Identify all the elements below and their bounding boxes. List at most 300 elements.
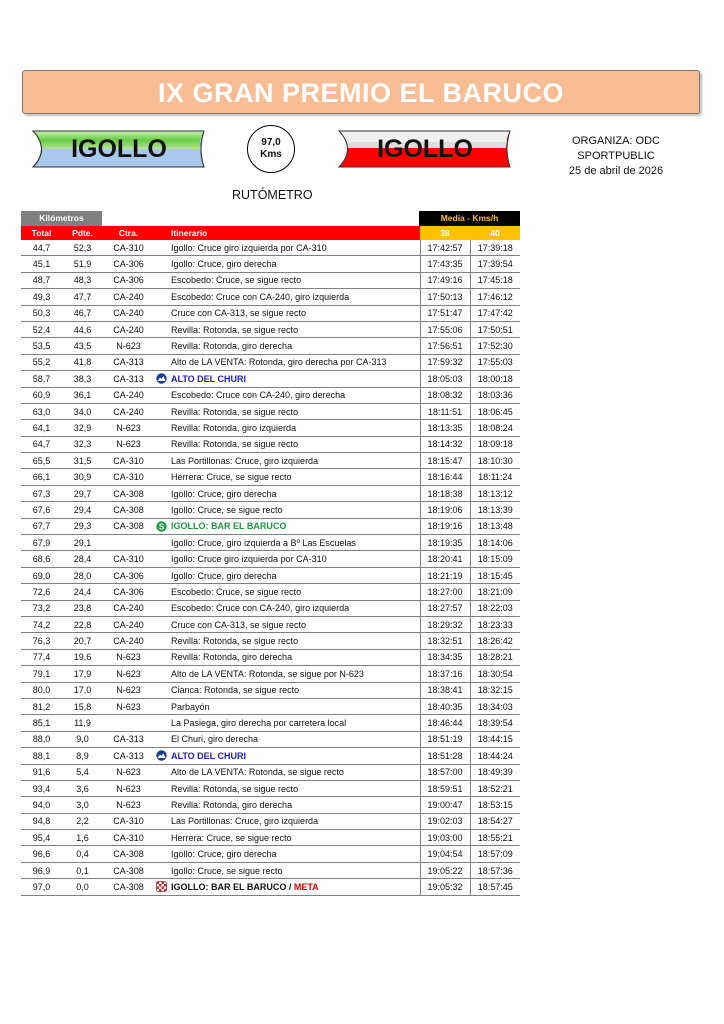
point-icon xyxy=(154,354,169,370)
itinerary xyxy=(169,666,420,682)
time-38: 18:57:00 xyxy=(420,764,470,780)
col-ctra: Ctra. xyxy=(103,226,154,240)
pending-km: 24,4 xyxy=(62,584,103,600)
table-row xyxy=(21,764,520,780)
itinerary xyxy=(169,797,420,813)
itinerary-text: Igollo: Cruce, se sigue recto xyxy=(171,504,283,515)
road: CA-313 xyxy=(103,748,154,764)
mountain-climb-icon xyxy=(156,750,167,761)
itinerary-text: Alto de LA VENTA: Rotonda, se sigue recto xyxy=(171,767,344,778)
point-icon xyxy=(154,813,169,829)
table-row xyxy=(21,371,520,387)
time-40: 17:47:42 xyxy=(470,305,520,321)
time-38: 18:51:28 xyxy=(420,748,470,764)
point-icon xyxy=(154,403,169,419)
itinerary-text: Herrera: Cruce, se sigue recto xyxy=(171,472,292,483)
road: CA-240 xyxy=(103,305,154,321)
road: N-623 xyxy=(103,682,154,698)
pending-km: 3,0 xyxy=(62,797,103,813)
table-row xyxy=(21,846,520,862)
point-icon xyxy=(154,682,169,698)
itinerary xyxy=(169,748,420,764)
itinerary xyxy=(169,715,420,731)
table-row xyxy=(21,797,520,813)
total-km: 91,6 xyxy=(21,764,62,780)
itinerary-text: Revilla: Rotonda, se sigue recto xyxy=(171,439,299,450)
total-km: 72,6 xyxy=(21,584,62,600)
pending-km: 48,3 xyxy=(62,272,103,288)
total-km: 45,1 xyxy=(21,256,62,272)
road: N-623 xyxy=(103,420,154,436)
point-icon xyxy=(154,518,169,534)
road: CA-308 xyxy=(103,502,154,518)
race-title-banner: IX GRAN PREMIO EL BARUCO xyxy=(22,70,700,114)
itinerary xyxy=(169,780,420,796)
itinerary xyxy=(169,649,420,665)
itinerary-text: Revilla: Rotonda, giro derecha xyxy=(171,799,293,810)
time-40: 18:11:24 xyxy=(470,469,520,485)
itinerary xyxy=(169,567,420,583)
time-38: 18:11:51 xyxy=(420,403,470,419)
point-icon xyxy=(154,321,169,337)
total-km: 66,1 xyxy=(21,469,62,485)
time-40: 18:54:27 xyxy=(470,813,520,829)
table-row xyxy=(21,354,520,370)
total-km: 80,0 xyxy=(21,682,62,698)
table-row xyxy=(21,682,520,698)
table-row xyxy=(21,321,520,337)
pending-km: 30,9 xyxy=(62,469,103,485)
time-38: 17:42:57 xyxy=(420,240,470,256)
table-row xyxy=(21,551,520,567)
itinerary-text: ALTO DEL CHURI xyxy=(171,373,247,384)
svg-text:S: S xyxy=(158,522,165,532)
table-row xyxy=(21,453,520,469)
road: CA-313 xyxy=(103,354,154,370)
point-icon xyxy=(154,862,169,878)
table-row xyxy=(21,485,520,501)
time-40: 18:44:24 xyxy=(470,748,520,764)
total-km: 65,5 xyxy=(21,453,62,469)
table-row xyxy=(21,240,520,256)
itinerary-text: Escobedo: Cruce con CA-240, giro izquierda xyxy=(171,603,350,614)
table-row xyxy=(21,715,520,731)
total-km: 81,2 xyxy=(21,698,62,714)
itinerary-text: Escobedo: Cruce, se sigue recto xyxy=(171,586,302,597)
time-40: 18:13:48 xyxy=(470,518,520,534)
time-40: 18:39:54 xyxy=(470,715,520,731)
itinerary xyxy=(169,731,420,747)
table-row xyxy=(21,518,520,534)
pending-km: 23,8 xyxy=(62,600,103,616)
col-speed-38: 38 xyxy=(420,226,470,240)
time-40: 18:10:30 xyxy=(470,453,520,469)
time-38: 18:15:47 xyxy=(420,453,470,469)
road: CA-313 xyxy=(103,731,154,747)
pending-km: 19,6 xyxy=(62,649,103,665)
pending-km: 17,0 xyxy=(62,682,103,698)
total-km: 67,7 xyxy=(21,518,62,534)
point-icon xyxy=(154,289,169,305)
itinerary xyxy=(169,387,420,403)
col-icon xyxy=(154,226,169,240)
point-icon xyxy=(154,616,169,632)
time-40: 18:55:21 xyxy=(470,830,520,846)
table-row xyxy=(21,403,520,419)
pending-km: 29,4 xyxy=(62,502,103,518)
time-38: 18:16:44 xyxy=(420,469,470,485)
race-date: 25 de abril de 2026 xyxy=(568,165,664,177)
time-40: 18:57:36 xyxy=(470,862,520,878)
time-40: 17:45:18 xyxy=(470,272,520,288)
itinerary xyxy=(169,551,420,567)
itinerary-text: Igollo: Cruce, giro derecha xyxy=(171,570,277,581)
time-40: 18:57:09 xyxy=(470,846,520,862)
itinerary-text: Alto de LA VENTA: Rotonda, se sigue por N-623 xyxy=(171,668,364,679)
time-40: 18:21:09 xyxy=(470,584,520,600)
time-40: 18:49:39 xyxy=(470,764,520,780)
pending-km: 34,0 xyxy=(62,403,103,419)
total-km: 53,5 xyxy=(21,338,62,354)
total-km: 68,6 xyxy=(21,551,62,567)
time-38: 18:46:44 xyxy=(420,715,470,731)
point-icon xyxy=(154,420,169,436)
itinerary-text: Igollo: Cruce, giro derecha xyxy=(171,488,277,499)
pending-km: 44,6 xyxy=(62,321,103,337)
point-icon xyxy=(154,748,169,764)
itinerary-text: Revilla: Rotonda, giro derecha xyxy=(171,652,293,663)
pending-km: 28,4 xyxy=(62,551,103,567)
time-38: 18:27:57 xyxy=(420,600,470,616)
time-40: 18:13:39 xyxy=(470,502,520,518)
road: CA-313 xyxy=(103,371,154,387)
pending-km: 11,9 xyxy=(62,715,103,731)
time-40: 17:52:30 xyxy=(470,338,520,354)
pending-km: 0,1 xyxy=(62,862,103,878)
table-row xyxy=(21,780,520,796)
road: CA-308 xyxy=(103,879,154,895)
road: CA-310 xyxy=(103,240,154,256)
total-km: 48,7 xyxy=(21,272,62,288)
time-38: 19:05:22 xyxy=(420,862,470,878)
point-icon xyxy=(154,780,169,796)
point-icon xyxy=(154,879,169,895)
pending-km: 5,4 xyxy=(62,764,103,780)
itinerary-text: Cruce con CA-313, se sigue recto xyxy=(171,308,307,319)
pending-km: 28,0 xyxy=(62,567,103,583)
pending-km: 29,1 xyxy=(62,535,103,551)
time-38: 18:29:32 xyxy=(420,616,470,632)
itinerary xyxy=(169,846,420,862)
point-icon xyxy=(154,633,169,649)
itinerary-text: Igollo: Cruce, se sigue recto xyxy=(171,865,283,876)
time-38: 19:00:47 xyxy=(420,797,470,813)
itinerary xyxy=(169,354,420,370)
time-40: 18:53:15 xyxy=(470,797,520,813)
mountain-climb-icon xyxy=(156,373,167,384)
finish-badge xyxy=(338,130,512,168)
road: CA-310 xyxy=(103,830,154,846)
time-38: 17:51:47 xyxy=(420,305,470,321)
time-38: 18:37:16 xyxy=(420,666,470,682)
itinerary xyxy=(169,453,420,469)
total-km: 67,6 xyxy=(21,502,62,518)
total-km: 60,9 xyxy=(21,387,62,403)
road: CA-308 xyxy=(103,846,154,862)
time-38: 18:20:41 xyxy=(420,551,470,567)
time-38: 18:40:35 xyxy=(420,698,470,714)
itinerary xyxy=(169,879,420,895)
total-km: 69,0 xyxy=(21,567,62,583)
itinerary-text: Las Portillonas: Cruce, giro izquierda xyxy=(171,455,319,466)
pending-km: 15,8 xyxy=(62,698,103,714)
road: N-623 xyxy=(103,666,154,682)
pending-km: 38,3 xyxy=(62,371,103,387)
table-header-row xyxy=(21,226,520,240)
itinerary xyxy=(169,321,420,337)
table-row xyxy=(21,600,520,616)
time-40: 18:00:18 xyxy=(470,371,520,387)
itinerary xyxy=(169,633,420,649)
start-badge xyxy=(32,130,206,168)
point-icon xyxy=(154,305,169,321)
pending-km: 1,6 xyxy=(62,830,103,846)
point-icon xyxy=(154,666,169,682)
pending-km: 8,9 xyxy=(62,748,103,764)
table-row xyxy=(21,387,520,403)
time-40: 18:15:09 xyxy=(470,551,520,567)
total-km: 85,1 xyxy=(21,715,62,731)
table-row xyxy=(21,420,520,436)
itinerary-text: Igollo: Cruce, giro izquierda a Bº Las Escuelas xyxy=(171,537,356,548)
table-row xyxy=(21,567,520,583)
point-icon xyxy=(154,240,169,256)
time-38: 17:50:13 xyxy=(420,289,470,305)
itinerary xyxy=(169,485,420,501)
itinerary xyxy=(169,698,420,714)
time-38: 18:51:19 xyxy=(420,731,470,747)
total-km: 97,0 xyxy=(21,879,62,895)
total-km: 73,2 xyxy=(21,600,62,616)
total-km: 44,7 xyxy=(21,240,62,256)
time-38: 18:08:32 xyxy=(420,387,470,403)
time-40: 18:34:03 xyxy=(470,698,520,714)
road: CA-310 xyxy=(103,813,154,829)
total-km: 64,7 xyxy=(21,436,62,452)
pending-km: 32,3 xyxy=(62,436,103,452)
total-distance xyxy=(247,125,295,173)
itinerary-text: Alto de LA VENTA: Rotonda, giro derecha por CA-313 xyxy=(171,357,387,368)
table-row xyxy=(21,584,520,600)
itinerary xyxy=(169,584,420,600)
itinerary-text: Revilla: Rotonda, se sigue recto xyxy=(171,783,299,794)
itinerary-text: Revilla: Rotonda, se sigue recto xyxy=(171,406,299,417)
time-38: 17:43:35 xyxy=(420,256,470,272)
itinerary-text: Escobedo: Cruce con CA-240, giro derecha xyxy=(171,390,346,401)
total-km: 93,4 xyxy=(21,780,62,796)
total-km: 67,9 xyxy=(21,535,62,551)
organizer-info xyxy=(532,134,700,179)
itinerary-text: Revilla: Rotonda, giro izquierda xyxy=(171,422,297,433)
table-row xyxy=(21,830,520,846)
table-row xyxy=(21,436,520,452)
table-row xyxy=(21,698,520,714)
itinerary xyxy=(169,403,420,419)
time-38: 18:27:00 xyxy=(420,584,470,600)
time-38: 18:18:38 xyxy=(420,485,470,501)
point-icon xyxy=(154,485,169,501)
pending-km: 22,8 xyxy=(62,616,103,632)
total-km: 95,4 xyxy=(21,830,62,846)
time-40: 18:32:15 xyxy=(470,682,520,698)
table-row xyxy=(21,469,520,485)
itinerary xyxy=(169,436,420,452)
route-table xyxy=(21,226,520,896)
itinerary xyxy=(169,371,420,387)
finish-label: IGOLLO xyxy=(377,135,473,163)
time-40: 18:14:06 xyxy=(470,535,520,551)
pending-km: 2,2 xyxy=(62,813,103,829)
table-row xyxy=(21,813,520,829)
total-km: 76,3 xyxy=(21,633,62,649)
time-38: 18:32:51 xyxy=(420,633,470,649)
road xyxy=(103,715,154,731)
time-40: 18:03:36 xyxy=(470,387,520,403)
itinerary xyxy=(169,338,420,354)
road: CA-240 xyxy=(103,403,154,419)
time-38: 18:21:19 xyxy=(420,567,470,583)
itinerary xyxy=(169,616,420,632)
pending-km: 0,0 xyxy=(62,879,103,895)
itinerary-text: Igollo: Cruce, giro derecha xyxy=(171,259,277,270)
itinerary xyxy=(169,305,420,321)
itinerary xyxy=(169,600,420,616)
time-40: 18:28:21 xyxy=(470,649,520,665)
point-icon xyxy=(154,453,169,469)
road: CA-240 xyxy=(103,600,154,616)
pending-km: 47,7 xyxy=(62,289,103,305)
total-km: 96,9 xyxy=(21,862,62,878)
point-icon xyxy=(154,436,169,452)
total-km: 64,1 xyxy=(21,420,62,436)
pending-km: 41,8 xyxy=(62,354,103,370)
itinerary xyxy=(169,830,420,846)
point-icon xyxy=(154,731,169,747)
total-km: 52,4 xyxy=(21,321,62,337)
time-40: 18:57:45 xyxy=(470,879,520,895)
time-40: 18:44:15 xyxy=(470,731,520,747)
table-row xyxy=(21,535,520,551)
pending-km: 36,1 xyxy=(62,387,103,403)
point-icon xyxy=(154,584,169,600)
itinerary-text: Revilla: Rotonda, se sigue recto xyxy=(171,324,299,335)
meta-label: META xyxy=(293,881,319,892)
point-icon xyxy=(154,830,169,846)
time-40: 18:23:33 xyxy=(470,616,520,632)
time-40: 18:13:12 xyxy=(470,485,520,501)
road: CA-310 xyxy=(103,551,154,567)
road: N-623 xyxy=(103,649,154,665)
table-row xyxy=(21,862,520,878)
time-38: 19:05:32 xyxy=(420,879,470,895)
itinerary-text: ALTO DEL CHURI xyxy=(171,750,247,761)
document-subtitle: RUTÓMETRO xyxy=(232,188,313,202)
total-km: 67,3 xyxy=(21,485,62,501)
point-icon xyxy=(154,797,169,813)
pending-km: 52,3 xyxy=(62,240,103,256)
pending-km: 51,9 xyxy=(62,256,103,272)
road: CA-308 xyxy=(103,862,154,878)
kilometros-header: Kilómetros xyxy=(21,211,102,226)
point-icon xyxy=(154,846,169,862)
point-icon xyxy=(154,469,169,485)
time-38: 19:03:00 xyxy=(420,830,470,846)
itinerary-text: Igollo: Cruce, giro derecha xyxy=(171,849,277,860)
time-38: 17:49:16 xyxy=(420,272,470,288)
time-40: 17:39:54 xyxy=(470,256,520,272)
road: N-623 xyxy=(103,797,154,813)
itinerary-text: Escobedo: Cruce con CA-240, giro izquierda xyxy=(171,291,350,302)
itinerary-text: Escobedo: Cruce, se sigue recto xyxy=(171,275,302,286)
time-38: 17:59:32 xyxy=(420,354,470,370)
time-40: 18:08:24 xyxy=(470,420,520,436)
point-icon xyxy=(154,502,169,518)
point-icon xyxy=(154,551,169,567)
time-40: 18:30:54 xyxy=(470,666,520,682)
road: CA-306 xyxy=(103,567,154,583)
time-40: 18:09:18 xyxy=(470,436,520,452)
itinerary-text: Revilla: Rotonda, se sigue recto xyxy=(171,636,299,647)
point-icon xyxy=(154,764,169,780)
road: CA-310 xyxy=(103,469,154,485)
itinerary-text: Revilla: Rotonda, giro derecha xyxy=(171,341,293,352)
time-40: 18:26:42 xyxy=(470,633,520,649)
itinerary xyxy=(169,256,420,272)
itinerary xyxy=(169,764,420,780)
distance-value: 97,0 xyxy=(261,137,281,148)
total-km: 63,0 xyxy=(21,403,62,419)
pending-km: 31,5 xyxy=(62,453,103,469)
itinerary-text: Parbayón xyxy=(171,701,210,712)
time-38: 17:56:51 xyxy=(420,338,470,354)
itinerary-text: Herrera: Cruce, se sigue recto xyxy=(171,832,292,843)
time-40: 17:50:51 xyxy=(470,321,520,337)
table-row xyxy=(21,502,520,518)
point-icon xyxy=(154,715,169,731)
total-km: 55,2 xyxy=(21,354,62,370)
table-row xyxy=(21,305,520,321)
media-header: Media - Kms/h xyxy=(419,211,520,226)
road: N-623 xyxy=(103,436,154,452)
point-icon xyxy=(154,535,169,551)
route-table-body xyxy=(21,240,520,895)
time-38: 18:34:35 xyxy=(420,649,470,665)
table-row xyxy=(21,289,520,305)
itinerary xyxy=(169,518,420,534)
pending-km: 29,7 xyxy=(62,485,103,501)
table-row xyxy=(21,616,520,632)
table-row xyxy=(21,338,520,354)
time-40: 18:06:45 xyxy=(470,403,520,419)
time-38: 18:13:35 xyxy=(420,420,470,436)
pending-km: 0,4 xyxy=(62,846,103,862)
start-label: IGOLLO xyxy=(71,135,167,163)
table-row xyxy=(21,748,520,764)
itinerary xyxy=(169,420,420,436)
point-icon xyxy=(154,387,169,403)
road: N-623 xyxy=(103,338,154,354)
total-km: 49,3 xyxy=(21,289,62,305)
